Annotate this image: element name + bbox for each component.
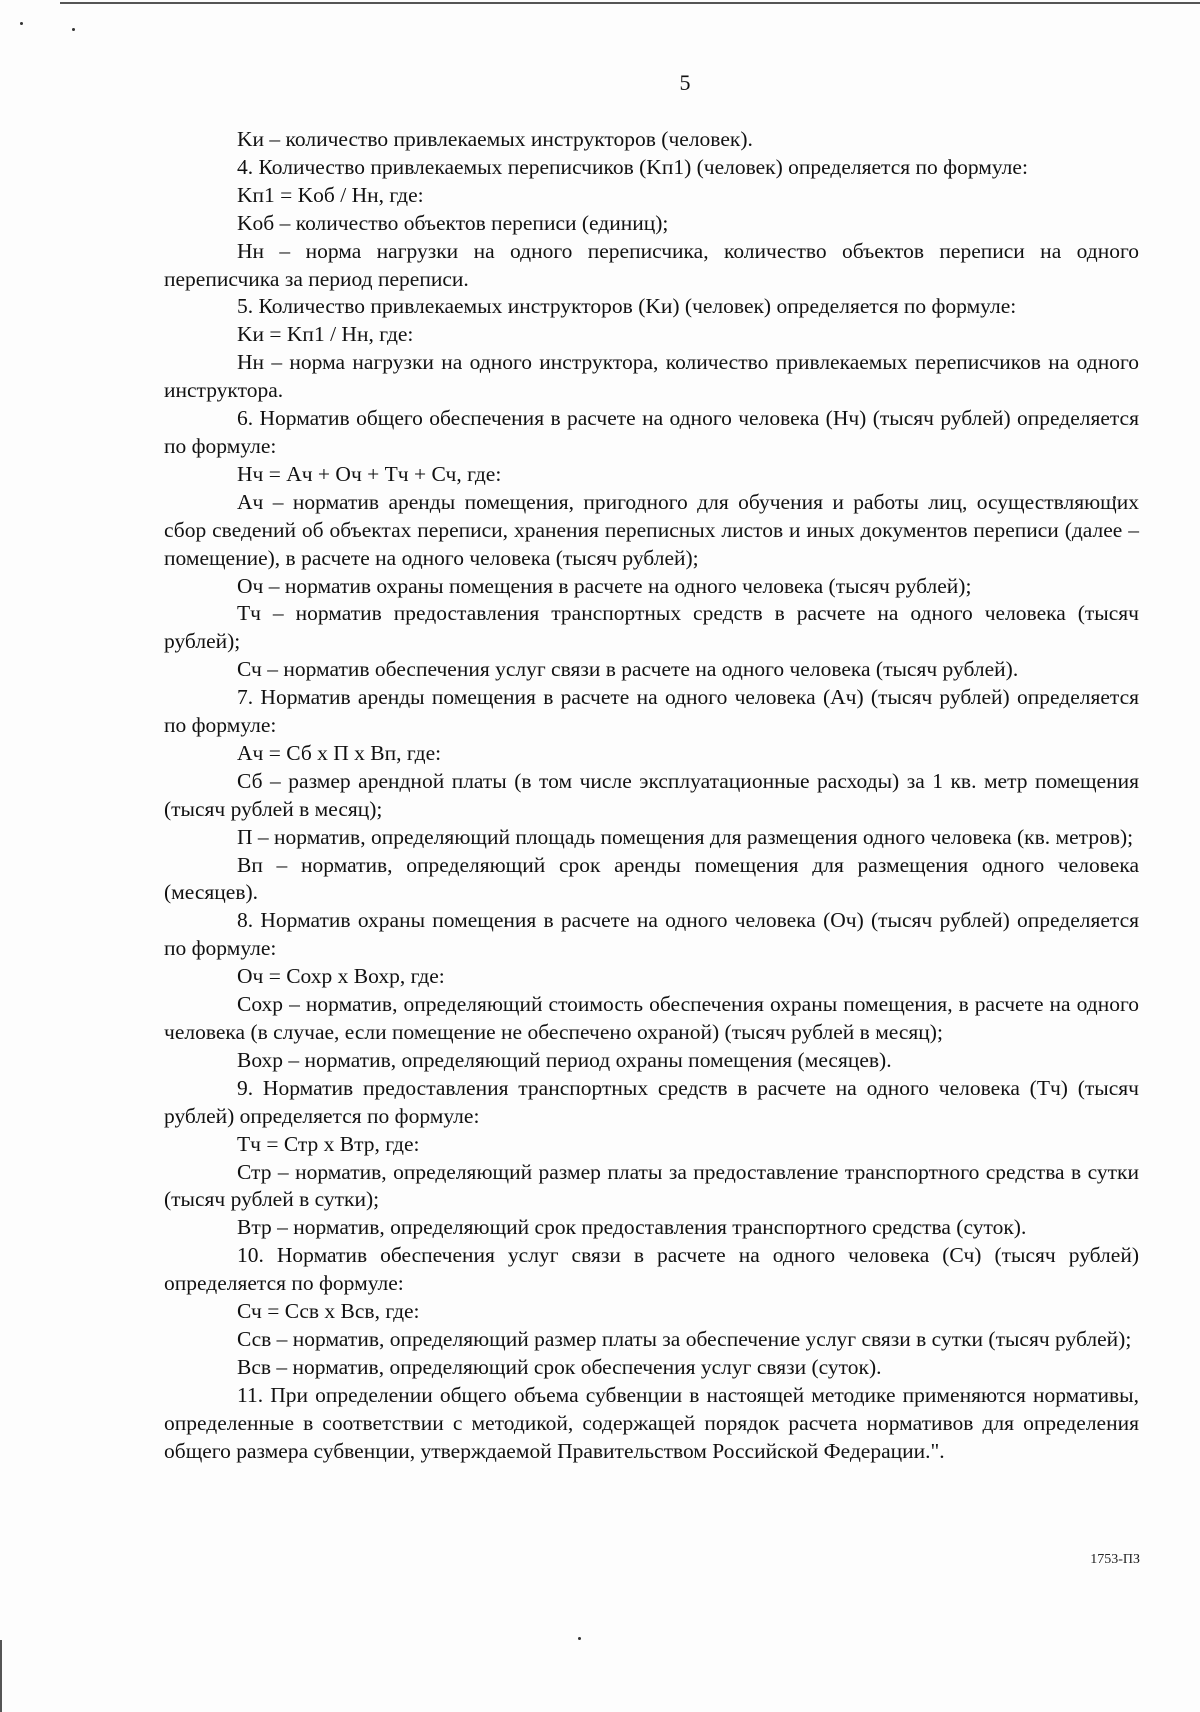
paragraph: Втр – норматив, определяющий срок предоставления транспортного средства (суток). bbox=[237, 1215, 1027, 1240]
paragraph: 8. Норматив охраны помещения в расчете на одного человека (Оч) (тысяч рублей) определяется по формуле: bbox=[164, 908, 1139, 961]
scan-left-edge bbox=[0, 1640, 2, 1712]
document-body bbox=[164, 126, 1139, 1466]
paragraph: 10. Норматив обеспечения услуг связи в расчете на одного человека (Сч) (тысяч рублей) определяется по формуле: bbox=[164, 1243, 1139, 1296]
scan-speck bbox=[20, 22, 23, 25]
scan-top-edge bbox=[60, 2, 1200, 4]
paragraph: 5. Количество привлекаемых инструкторов (Kи) (человек) определяется по формуле: bbox=[237, 294, 1017, 319]
paragraph: 7. Норматив аренды помещения в расчете на одного человека (Ач) (тысяч рублей) определяется по формуле: bbox=[164, 685, 1139, 738]
paragraph: 11. При определении общего объема субвенции в настоящей методике применяются нормативы, определенные в соответствии с методикой, содержащей порядок расчета нормативов для определения общего размера субвенции, утверждаемой Правительством Российской Федерации.". bbox=[164, 1382, 1139, 1463]
paragraph: Kи – количество привлекаемых инструкторов (человек). bbox=[237, 127, 753, 151]
paragraph: 9. Норматив предоставления транспортных средств в расчете на одного человека (Тч) (тысяч рублей) определяется по формуле: bbox=[164, 1075, 1139, 1128]
formula: Сч = Ссв x Всв, где: bbox=[237, 1299, 420, 1324]
paragraph: Вп – норматив, определяющий срок аренды помещения для размещения одного человека (месяцев). bbox=[164, 852, 1139, 905]
formula: Нч = Ач + Оч + Тч + Сч, где: bbox=[237, 461, 502, 486]
paragraph: Оч – норматив охраны помещения в расчете на одного человека (тысяч рублей); bbox=[237, 573, 972, 598]
paragraph: Тч – норматив предоставления транспортных средств в расчете на одного человека (тысяч рублей); bbox=[164, 601, 1139, 654]
paragraph: Стр – норматив, определяющий размер платы за предоставление транспортного средства в сутки (тысяч рублей в сутки); bbox=[164, 1159, 1139, 1212]
paragraph: Сохр – норматив, определяющий стоимость обеспечения охраны помещения, в расчете на одного человека (в случае, если помещение не обеспечено охраной) (тысяч рублей в месяц); bbox=[164, 992, 1139, 1044]
formula: Kи = Kп1 / Нн, где: bbox=[237, 322, 414, 347]
paragraph: 6. Норматив общего обеспечения в расчете на одного человека (Нч) (тысяч рублей) определяется по формуле: bbox=[164, 406, 1139, 458]
page-number: 5 bbox=[679, 70, 691, 95]
formula: Ач = Сб x П x Вп, где: bbox=[237, 740, 442, 765]
scan-speck bbox=[72, 28, 75, 31]
paragraph: П – норматив, определяющий площадь помещения для размещения одного человека (кв. метров); bbox=[237, 824, 1134, 849]
paragraph: Всв – норматив, определяющий срок обеспечения услуг связи (суток). bbox=[237, 1354, 882, 1379]
document-code: 1753-ПЗ bbox=[1090, 1552, 1140, 1567]
paragraph: 4. Количество привлекаемых переписчиков (Kп1) (человек) определяется по формуле: bbox=[237, 154, 1028, 179]
paragraph: Нн – норма нагрузки на одного инструктора, количество привлекаемых переписчиков на одного инструктора. bbox=[164, 350, 1139, 403]
paragraph: Нн – норма нагрузки на одного переписчика, количество объектов переписи на одного переписчика за период переписи. bbox=[164, 238, 1139, 291]
paragraph: Ссв – норматив, определяющий размер платы за обеспечение услуг связи в сутки (тысяч рублей); bbox=[237, 1326, 1132, 1351]
paragraph: Ач – норматив аренды помещения, пригодного для обучения и работы лиц, осуществляющих сбор сведений об объектах переписи, хранения переписных листов и иных документов переписи (далее – помещение), в расчете на одного человека (тысяч рублей); bbox=[164, 489, 1139, 570]
formula: Kп1 = Kоб / Нн, где: bbox=[237, 182, 424, 207]
scan-speck bbox=[578, 1637, 581, 1640]
paragraph: Вохр – норматив, определяющий период охраны помещения (месяцев). bbox=[237, 1047, 892, 1072]
formula: Тч = Стр x Втр, где: bbox=[237, 1131, 420, 1156]
paragraph: Kоб – количество объектов переписи (единиц); bbox=[237, 210, 669, 235]
paragraph: Сч – норматив обеспечения услуг связи в расчете на одного человека (тысяч рублей). bbox=[237, 657, 1019, 682]
paragraph: Сб – размер арендной платы (в том числе эксплуатационные расходы) за 1 кв. метр помещения (тысяч рублей в месяц); bbox=[164, 768, 1139, 821]
formula: Оч = Сохр x Вохр, где: bbox=[237, 964, 445, 989]
